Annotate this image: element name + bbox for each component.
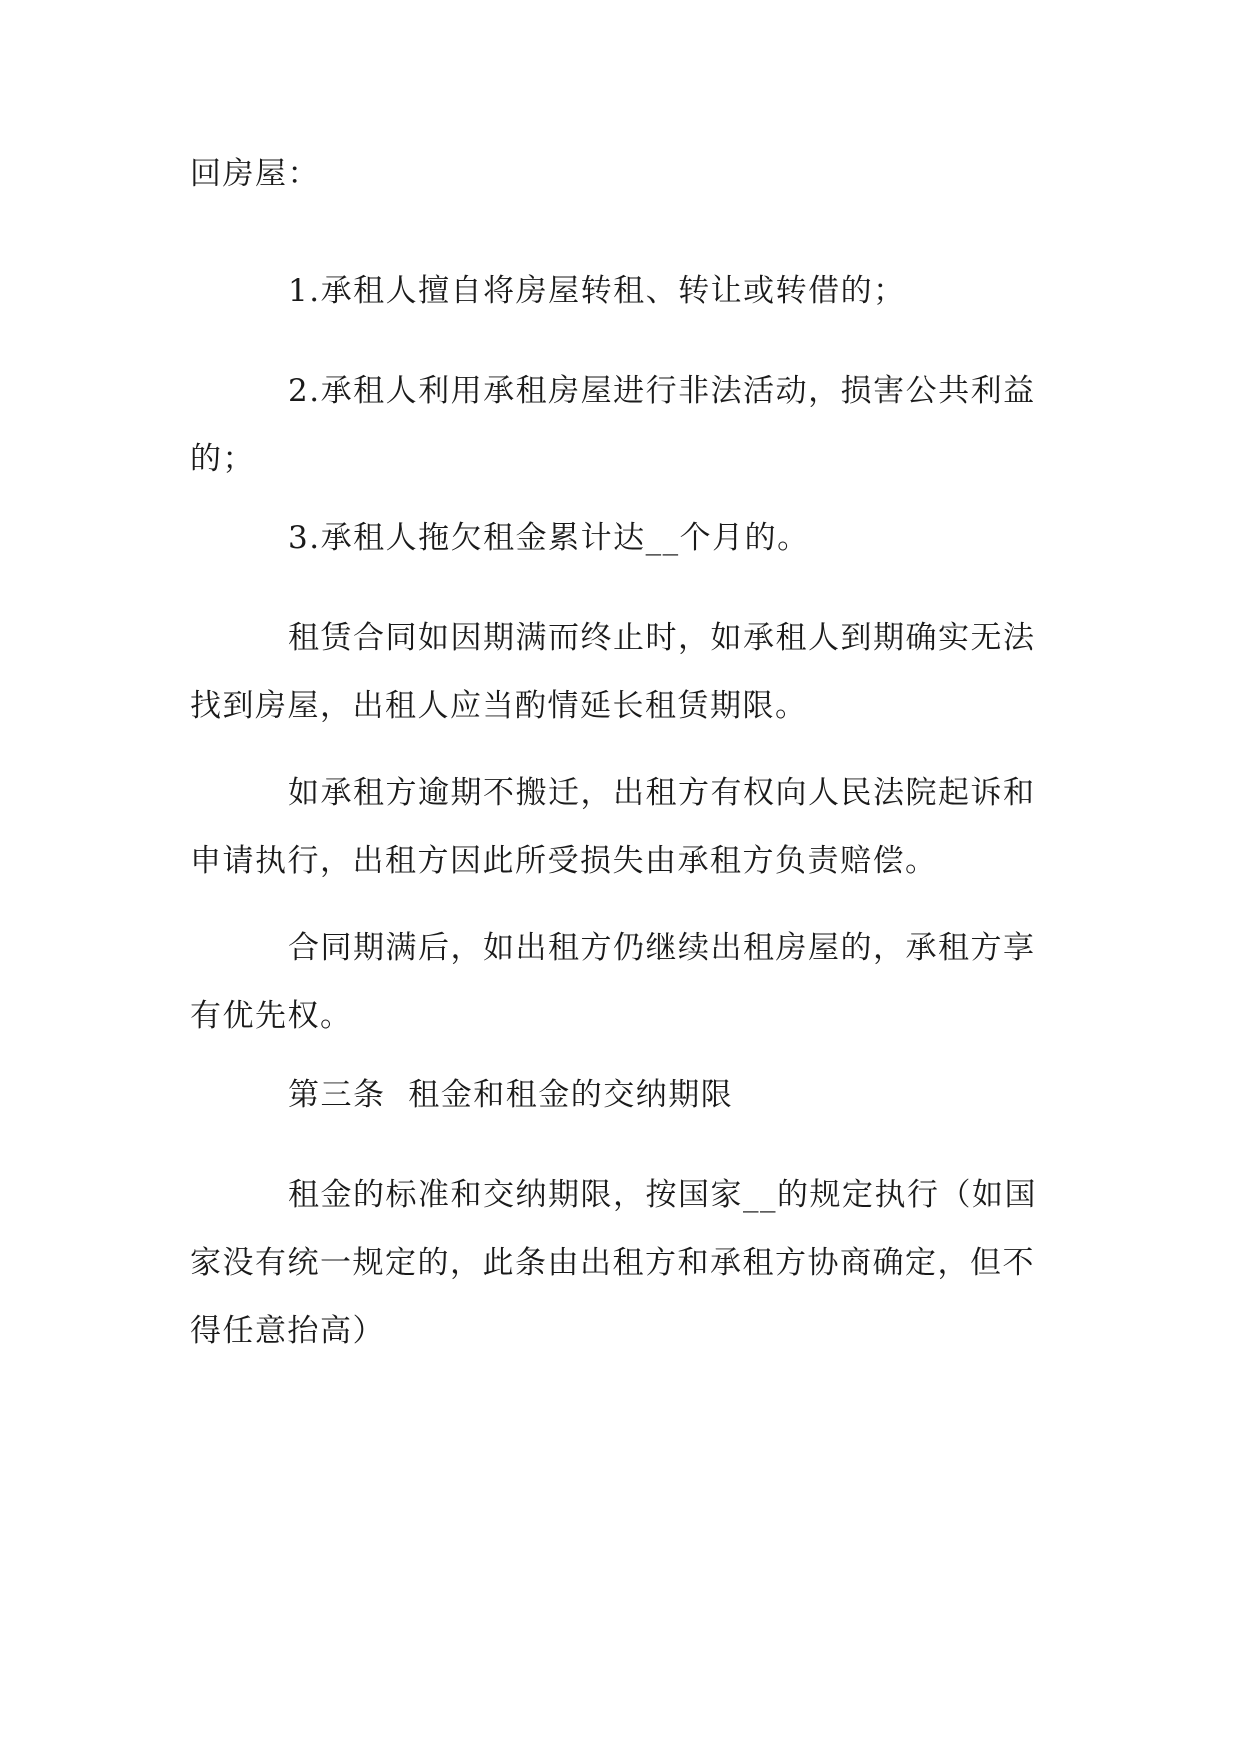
paragraph-lease-expiry xyxy=(190,604,1052,740)
paragraph-continuation xyxy=(190,140,1052,208)
text-line: 回房屋： xyxy=(190,156,320,192)
text-line: 的； xyxy=(190,441,255,477)
text-line: 如承租方逾期不搬迁，出租方有权向人民法院起诉和 xyxy=(288,775,1036,811)
text-line: 有优先权。 xyxy=(190,998,353,1034)
paragraph-rent-standard xyxy=(190,1161,1052,1365)
text-line: 租金的标准和交纳期限，按国家__的规定执行（如国 xyxy=(288,1177,1037,1213)
paragraph-priority-right xyxy=(190,914,1052,1050)
clause-item-2 xyxy=(190,357,1052,493)
text-line: 得任意抬高） xyxy=(190,1313,385,1349)
article-heading xyxy=(190,1061,1052,1129)
text-line: 合同期满后，如出租方仍继续出租房屋的，承租方享 xyxy=(288,930,1036,966)
text-line: 找到房屋，出租人应当酌情延长租赁期限。 xyxy=(190,688,808,724)
clause-item-1 xyxy=(190,257,1052,325)
text-line: 1.承租人擅自将房屋转租、转让或转借的； xyxy=(288,273,906,309)
text-line: 3.承租人拖欠租金累计达__个月的。 xyxy=(288,520,810,556)
paragraph-overdue-relocation xyxy=(190,759,1052,895)
text-line: 家没有统一规定的，此条由出租方和承租方协商确定，但不 xyxy=(190,1245,1035,1281)
text-line: 第三条 租金和租金的交纳期限 xyxy=(288,1077,734,1113)
clause-item-3 xyxy=(190,504,1052,572)
text-line: 租赁合同如因期满而终止时，如承租人到期确实无法 xyxy=(288,620,1036,656)
text-line: 申请执行，出租方因此所受损失由承租方负责赔偿。 xyxy=(190,843,938,879)
text-line: 2.承租人利用承租房屋进行非法活动，损害公共利益 xyxy=(288,373,1036,409)
